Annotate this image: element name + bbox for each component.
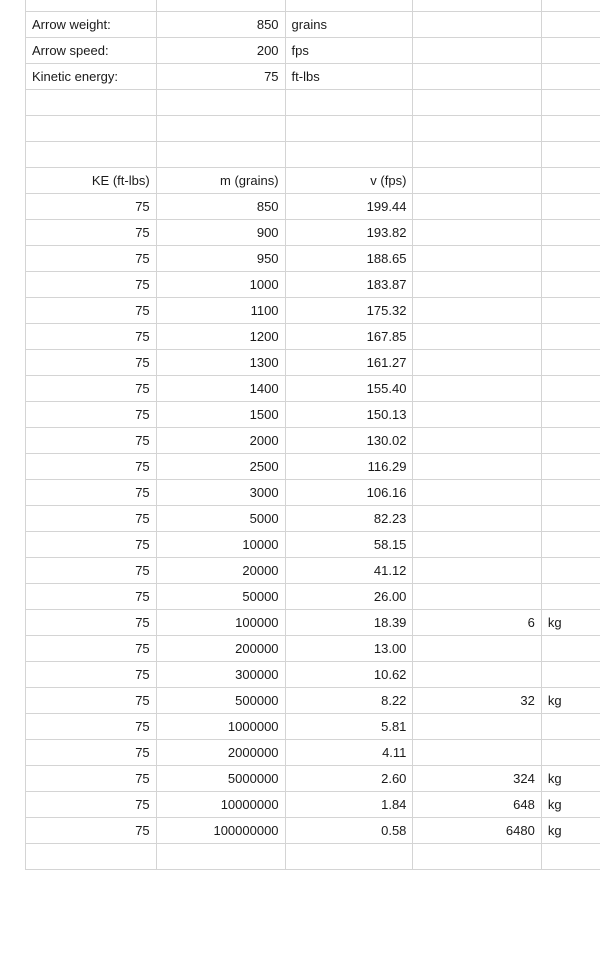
table-cell[interactable]: 130.02 [285,427,413,453]
input-unit-cell[interactable]: fps [285,37,413,63]
cell[interactable] [413,37,541,63]
table-cell[interactable]: 75 [26,479,157,505]
table-cell[interactable] [541,271,600,297]
cell[interactable] [285,141,413,167]
table-cell[interactable]: kg [541,791,600,817]
table-row [26,427,600,453]
table-cell[interactable]: 20000 [156,557,285,583]
table-cell[interactable] [541,427,600,453]
table-cell[interactable]: 75 [26,349,157,375]
table-cell[interactable] [541,297,600,323]
table-cell[interactable]: kg [541,687,600,713]
table-cell[interactable]: 175.32 [285,297,413,323]
table-row [26,791,600,817]
table-cell[interactable]: 155.40 [285,375,413,401]
table-cell[interactable]: 32 [413,687,541,713]
table-cell[interactable]: 5000 [156,505,285,531]
table-cell[interactable]: 1100 [156,297,285,323]
table-cell[interactable] [541,219,600,245]
table-cell[interactable]: 106.16 [285,479,413,505]
table-cell[interactable]: 10000 [156,531,285,557]
table-row [26,765,600,791]
input-unit-cell[interactable]: grains [285,11,413,37]
table-cell[interactable]: 75 [26,193,157,219]
table-cell[interactable]: 75 [26,609,157,635]
cell[interactable] [413,167,541,193]
input-label-cell[interactable]: Arrow speed: [26,37,157,63]
table-cell[interactable]: 75 [26,271,157,297]
table-cell[interactable]: 75 [26,661,157,687]
table-cell[interactable] [541,401,600,427]
table-row [26,687,600,713]
table-cell[interactable]: 1000000 [156,713,285,739]
table-cell[interactable]: 6 [413,609,541,635]
cell[interactable] [26,0,157,11]
input-value-cell[interactable]: 850 [156,11,285,37]
table-cell[interactable] [541,635,600,661]
table-cell[interactable]: 75 [26,297,157,323]
table-cell[interactable] [541,739,600,765]
input-row-arrow-speed [26,37,600,63]
table-cell[interactable] [541,713,600,739]
table-cell[interactable]: 1000 [156,271,285,297]
cell[interactable] [541,89,600,115]
table-cell[interactable]: 75 [26,531,157,557]
table-cell[interactable]: 950 [156,245,285,271]
cell[interactable] [413,89,541,115]
table-cell[interactable]: 75 [26,713,157,739]
table-cell[interactable]: 3000 [156,479,285,505]
cell[interactable] [156,843,285,869]
cell[interactable] [541,843,600,869]
table-row [26,583,600,609]
table-cell[interactable]: 200000 [156,635,285,661]
table-cell[interactable] [541,349,600,375]
cell[interactable] [285,843,413,869]
table-cell[interactable]: 161.27 [285,349,413,375]
table-cell[interactable] [413,375,541,401]
table-cell[interactable] [413,479,541,505]
table-row [26,297,600,323]
table-cell[interactable]: 75 [26,505,157,531]
table-cell[interactable]: 0.58 [285,817,413,843]
table-row [26,531,600,557]
table-cell[interactable]: kg [541,765,600,791]
table-cell[interactable]: 2000 [156,427,285,453]
table-cell[interactable]: 50000 [156,583,285,609]
cell[interactable] [413,0,541,11]
table-cell[interactable] [413,505,541,531]
header-velocity[interactable]: v (fps) [285,167,413,193]
table-cell[interactable]: 75 [26,375,157,401]
table-cell[interactable]: 75 [26,687,157,713]
table-cell[interactable] [541,583,600,609]
table-cell[interactable]: 1300 [156,349,285,375]
table-cell[interactable]: 2500 [156,453,285,479]
cell[interactable] [541,63,600,89]
table-cell[interactable] [541,505,600,531]
table-cell[interactable]: 648 [413,791,541,817]
input-unit-cell[interactable]: ft-lbs [285,63,413,89]
table-cell[interactable]: 500000 [156,687,285,713]
table-row [26,661,600,687]
table-cell[interactable]: 13.00 [285,635,413,661]
table-row [26,453,600,479]
table-row [26,817,600,843]
table-cell[interactable] [413,219,541,245]
table-row [26,219,600,245]
spreadsheet-body [26,0,600,869]
table-cell[interactable]: 150.13 [285,401,413,427]
table-cell[interactable]: 58.15 [285,531,413,557]
table-cell[interactable]: 75 [26,635,157,661]
table-cell[interactable]: 75 [26,583,157,609]
cell[interactable] [413,11,541,37]
table-cell[interactable] [541,245,600,271]
table-cell[interactable] [413,635,541,661]
table-cell[interactable]: 1500 [156,401,285,427]
table-cell[interactable]: 82.23 [285,505,413,531]
table-cell[interactable]: 18.39 [285,609,413,635]
sheet-row-empty [26,89,600,115]
table-cell[interactable]: 1400 [156,375,285,401]
table-cell[interactable] [541,453,600,479]
cell[interactable] [541,167,600,193]
cell[interactable] [285,89,413,115]
table-cell[interactable]: 75 [26,739,157,765]
cell[interactable] [156,0,285,11]
table-row [26,609,600,635]
table-cell[interactable]: 5.81 [285,713,413,739]
cell[interactable] [541,37,600,63]
table-cell[interactable]: 75 [26,323,157,349]
sheet-row-empty-top [26,0,600,11]
table-cell[interactable] [413,453,541,479]
input-value-cell[interactable]: 200 [156,37,285,63]
table-cell[interactable]: 900 [156,219,285,245]
table-cell[interactable]: 183.87 [285,271,413,297]
input-label-cell[interactable]: Arrow weight: [26,11,157,37]
table-cell[interactable]: 75 [26,453,157,479]
table-cell[interactable]: 2.60 [285,765,413,791]
input-label-cell[interactable]: Kinetic energy: [26,63,157,89]
table-cell[interactable]: 100000 [156,609,285,635]
table-cell[interactable]: 167.85 [285,323,413,349]
table-cell[interactable] [413,739,541,765]
cell[interactable] [26,843,157,869]
cell[interactable] [413,115,541,141]
table-cell[interactable]: 75 [26,791,157,817]
cell[interactable] [285,115,413,141]
table-cell[interactable] [413,531,541,557]
table-row [26,557,600,583]
table-row [26,349,600,375]
input-row-arrow-weight [26,11,600,37]
table-cell[interactable] [541,193,600,219]
table-cell[interactable]: 1200 [156,323,285,349]
table-row [26,479,600,505]
table-cell[interactable] [413,193,541,219]
table-row [26,323,600,349]
table-cell[interactable]: 4.11 [285,739,413,765]
spreadsheet-grid [25,0,600,870]
table-cell[interactable]: 199.44 [285,193,413,219]
input-value-cell[interactable]: 75 [156,63,285,89]
table-cell[interactable]: 100000000 [156,817,285,843]
cell[interactable] [26,141,157,167]
cell[interactable] [541,0,600,11]
table-cell[interactable]: 75 [26,817,157,843]
table-cell[interactable]: kg [541,817,600,843]
table-cell[interactable] [413,427,541,453]
table-cell[interactable]: 75 [26,765,157,791]
table-cell[interactable]: 75 [26,219,157,245]
table-row [26,739,600,765]
table-cell[interactable] [413,557,541,583]
table-cell[interactable] [541,557,600,583]
cell[interactable] [156,141,285,167]
table-cell[interactable]: 1.84 [285,791,413,817]
cell[interactable] [541,141,600,167]
table-row [26,375,600,401]
table-cell[interactable] [541,479,600,505]
table-cell[interactable]: 26.00 [285,583,413,609]
table-cell[interactable]: 75 [26,401,157,427]
table-cell[interactable]: 116.29 [285,453,413,479]
cell[interactable] [156,115,285,141]
table-cell[interactable] [541,323,600,349]
cell[interactable] [541,11,600,37]
table-cell[interactable] [413,583,541,609]
table-row [26,505,600,531]
cell[interactable] [26,115,157,141]
table-cell[interactable] [541,531,600,557]
cell[interactable] [413,63,541,89]
table-cell[interactable]: 5000000 [156,765,285,791]
table-cell[interactable]: 6480 [413,817,541,843]
table-cell[interactable]: 2000000 [156,739,285,765]
cell[interactable] [156,89,285,115]
table-row [26,245,600,271]
sheet-row-empty [26,141,600,167]
table-row [26,713,600,739]
table-cell[interactable]: 41.12 [285,557,413,583]
table-cell[interactable]: 188.65 [285,245,413,271]
table-cell[interactable] [413,271,541,297]
sheet-row-empty [26,843,600,869]
table-cell[interactable] [413,349,541,375]
table-row [26,401,600,427]
table-cell[interactable] [413,323,541,349]
cell[interactable] [285,0,413,11]
table-cell[interactable]: 324 [413,765,541,791]
cell[interactable] [413,843,541,869]
table-cell[interactable] [413,713,541,739]
table-cell[interactable]: 10.62 [285,661,413,687]
cell[interactable] [26,89,157,115]
table-row [26,271,600,297]
table-cell[interactable] [413,245,541,271]
table-cell[interactable]: kg [541,609,600,635]
table-cell[interactable] [413,297,541,323]
header-ke[interactable]: KE (ft-lbs) [26,167,157,193]
table-cell[interactable] [413,661,541,687]
cell[interactable] [413,141,541,167]
table-cell[interactable] [541,661,600,687]
table-cell[interactable]: 10000000 [156,791,285,817]
table-cell[interactable]: 75 [26,427,157,453]
table-cell[interactable]: 75 [26,557,157,583]
input-row-kinetic-energy [26,63,600,89]
table-cell[interactable] [541,375,600,401]
table-row [26,193,600,219]
table-header-row [26,167,600,193]
table-cell[interactable]: 850 [156,193,285,219]
table-row [26,635,600,661]
sheet-row-empty [26,115,600,141]
table-cell[interactable] [413,401,541,427]
table-cell[interactable]: 75 [26,245,157,271]
header-mass[interactable]: m (grains) [156,167,285,193]
table-cell[interactable]: 300000 [156,661,285,687]
cell[interactable] [541,115,600,141]
table-cell[interactable]: 193.82 [285,219,413,245]
table-cell[interactable]: 8.22 [285,687,413,713]
